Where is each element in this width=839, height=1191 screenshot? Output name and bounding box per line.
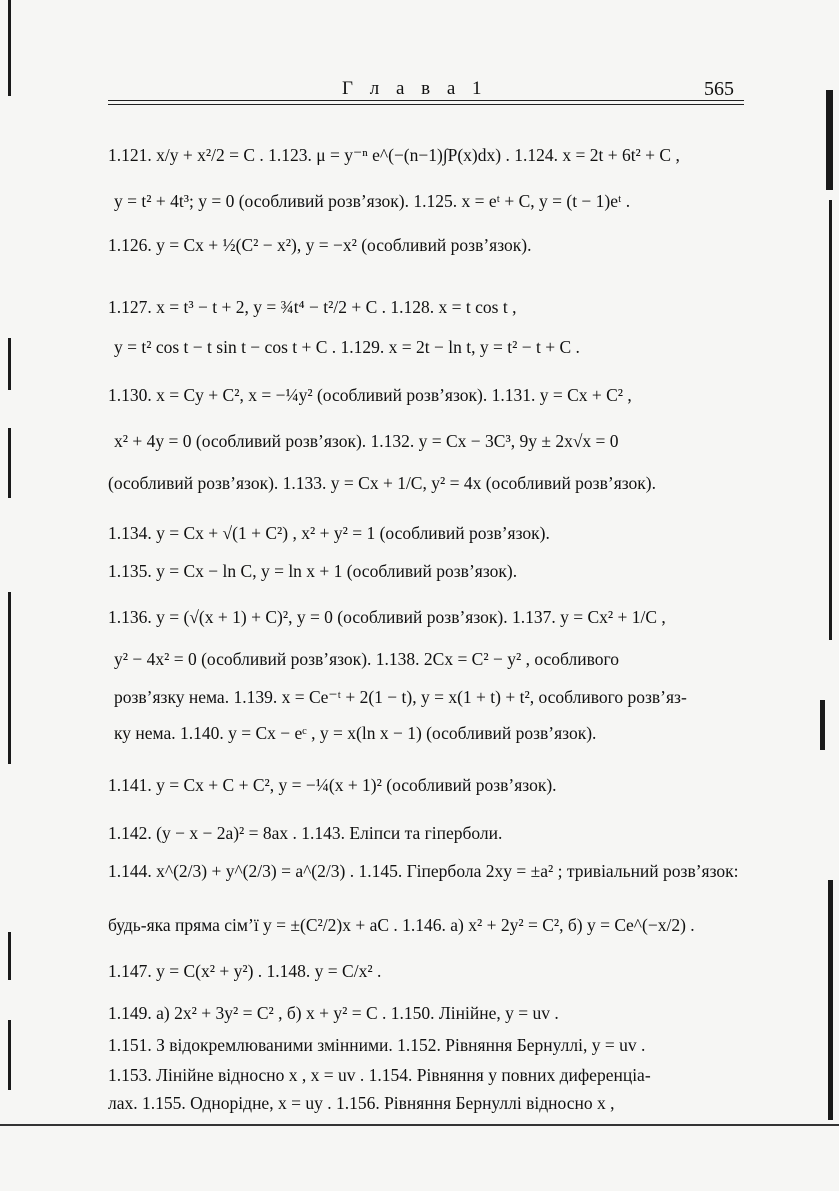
scan-mark-right <box>826 90 833 190</box>
footer-rule <box>0 1124 839 1126</box>
scan-mark-right <box>820 700 825 750</box>
header-rule <box>108 104 744 105</box>
answer-line: 1.130. x = Cy + C², x = −¼y² (особливий розв’язок). 1.131. y = Cx + C² , <box>108 385 632 405</box>
answer-line: x² + 4y = 0 (особливий розв’язок). 1.132. y = Cx − 3C³, 9y ± 2x√x = 0 <box>114 431 619 451</box>
answer-line: 1.135. y = Cx − ln C, y = ln x + 1 (особливий розв’язок). <box>108 561 518 581</box>
scan-mark-right <box>828 880 833 1120</box>
scan-mark-left <box>8 338 11 390</box>
answer-line: 1.144. x^(2/3) + y^(2/3) = a^(2/3) . 1.145. Гіпербола 2xy = ±a² ; тривіальний розв’язок: <box>108 861 739 881</box>
answer-line: 1.121. x/y + x²/2 = C . 1.123. μ = y⁻ⁿ e^(−(n−1)∫P(x)dx) . 1.124. x = 2t + 6t² + C , <box>108 145 680 165</box>
answer-line: 1.127. x = t³ − t + 2, y = ¾t⁴ − t²/2 + C . 1.128. x = t cos t , <box>108 297 517 317</box>
scan-mark-right <box>829 200 832 640</box>
page-number: 565 <box>704 78 734 100</box>
answer-line: y = t² cos t − t sin t − cos t + C . 1.129. x = 2t − ln t, y = t² − t + C . <box>114 337 580 357</box>
answer-line: 1.142. (y − x − 2a)² = 8ax . 1.143. Еліпси та гіперболи. <box>108 823 503 843</box>
answer-line: 1.149. а) 2x² + 3y² = C² , б) x + y² = C . 1.150. Лінійне, y = uv . <box>108 1003 559 1023</box>
answer-line: 1.141. y = Cx + C + C², y = −¼(x + 1)² (особливий розв’язок). <box>108 775 557 795</box>
scan-mark-left <box>8 1020 11 1090</box>
scan-mark-left <box>8 428 11 498</box>
chapter-title: Г л а в а 1 <box>342 78 488 99</box>
answer-line: 1.153. Лінійне відносно x , x = uv . 1.154. Рівняння у повних диференціа- <box>108 1065 651 1085</box>
answer-line: (особливий розв’язок). 1.133. y = Cx + 1/C, y² = 4x (особливий розв’язок). <box>108 473 657 493</box>
scan-mark-left <box>8 592 11 764</box>
answer-line: ку нема. 1.140. y = Cx − eᶜ , y = x(ln x − 1) (особливий розв’язок). <box>114 723 597 743</box>
answer-line: 1.126. y = Cx + ½(C² − x²), y = −x² (особливий розв’язок). <box>108 235 532 255</box>
answer-line: 1.151. З відокремлюваними змінними. 1.152. Рівняння Бернуллі, y = uv . <box>108 1035 646 1055</box>
answer-line: y² − 4x² = 0 (особливий розв’язок). 1.138. 2Cx = C² − y² , особливого <box>114 649 619 669</box>
answer-line: y = t² + 4t³; y = 0 (особливий розв’язок). 1.125. x = eᵗ + C, y = (t − 1)eᵗ . <box>114 191 631 211</box>
scan-mark-left <box>8 932 11 980</box>
scan-mark-left <box>8 0 11 96</box>
answer-line: будь-яка пряма сім’ї y = ±(C²/2)x + aC . 1.146. а) x² + 2y² = C², б) y = Ce^(−x/2) . <box>108 915 695 935</box>
answer-line: 1.134. y = Cx + √(1 + C²) , x² + y² = 1 (особливий розв’язок). <box>108 523 550 543</box>
answer-line: лах. 1.155. Однорідне, x = uy . 1.156. Рівняння Бернуллі відносно x , <box>108 1093 615 1113</box>
answer-line: 1.136. y = (√(x + 1) + C)², y = 0 (особливий розв’язок). 1.137. y = Cx² + 1/C , <box>108 607 666 627</box>
answer-line: 1.147. y = C(x² + y²) . 1.148. y = C/x² . <box>108 961 382 981</box>
header-rule <box>108 100 744 101</box>
answer-line: розв’язку нема. 1.139. x = Ce⁻ᵗ + 2(1 − t), y = x(1 + t) + t², особливого розв’яз- <box>114 687 687 707</box>
running-header <box>110 78 742 100</box>
